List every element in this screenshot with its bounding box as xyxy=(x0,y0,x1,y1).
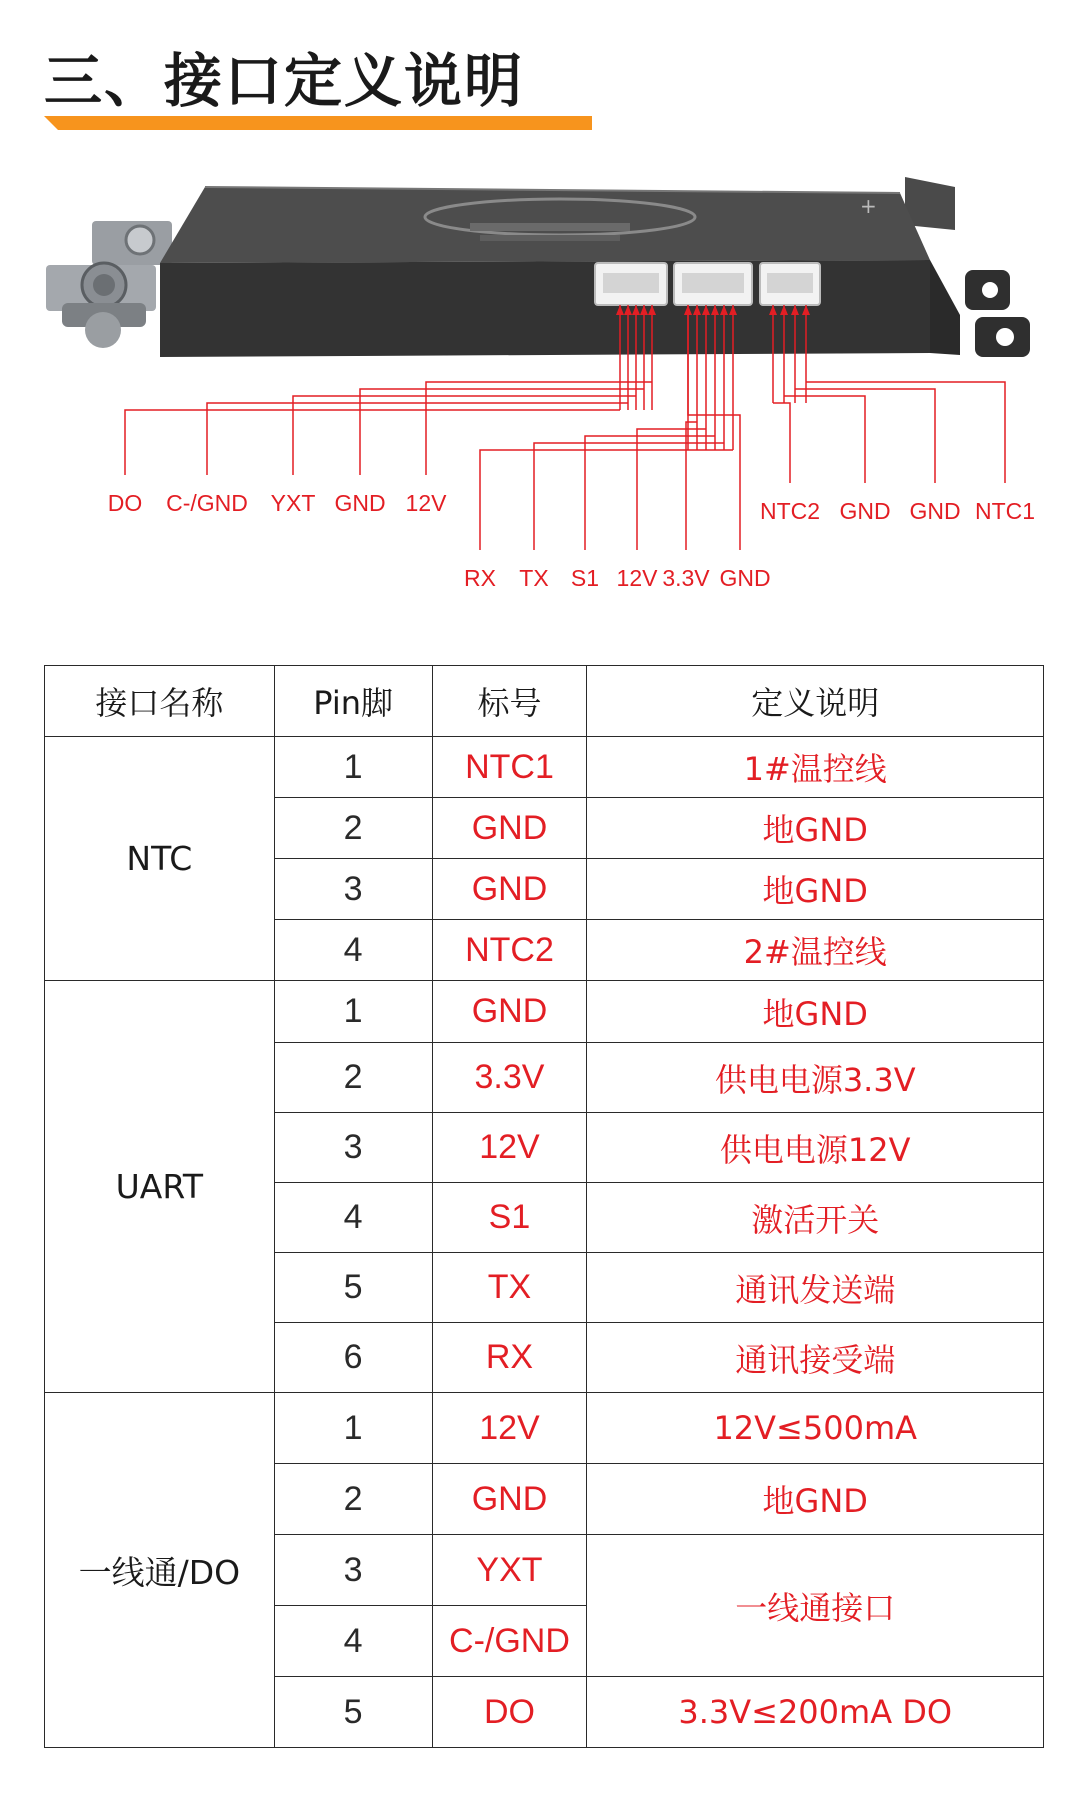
desc-cell: 通讯发送端 xyxy=(587,1253,1044,1323)
signal-cell: GND xyxy=(432,798,587,859)
table-row xyxy=(45,737,1044,798)
signal-cell: C-/GND xyxy=(432,1606,587,1677)
signal-cell: DO xyxy=(432,1677,587,1748)
device-diagram xyxy=(0,165,1080,615)
table-header-row xyxy=(45,666,1044,737)
label-c-gnd: C-/GND xyxy=(166,490,248,516)
pin-cell: 2 xyxy=(274,1464,432,1535)
pin-cell: 1 xyxy=(274,737,432,798)
connector-do xyxy=(595,263,667,305)
desc-cell: 地GND xyxy=(587,1464,1044,1535)
desc-cell: 12V≤500mA xyxy=(587,1393,1044,1464)
signal-cell: S1 xyxy=(432,1183,587,1253)
group-ntc: NTC xyxy=(45,737,275,981)
desc-cell: 地GND xyxy=(587,981,1044,1043)
signal-cell: 12V xyxy=(432,1113,587,1183)
signal-cell: GND xyxy=(432,1464,587,1535)
signal-cell: YXT xyxy=(432,1535,587,1606)
desc-cell: 地GND xyxy=(587,859,1044,920)
pin-definition-table xyxy=(44,665,1044,1748)
label-12v-do: 12V xyxy=(405,490,447,516)
device-body xyxy=(160,187,960,357)
signal-cell: 12V xyxy=(432,1393,587,1464)
label-gnd-ntc-a: GND xyxy=(839,498,891,524)
label-tx: TX xyxy=(519,565,549,591)
label-rx: RX xyxy=(464,565,496,591)
pin-cell: 4 xyxy=(274,1183,432,1253)
desc-cell: 2#温控线 xyxy=(587,920,1044,981)
terminal-lugs xyxy=(46,221,172,348)
label-gnd-uart: GND xyxy=(719,565,771,591)
bms-device-illustration xyxy=(0,165,1080,615)
pin-cell: 2 xyxy=(274,798,432,859)
signal-cell: 3.3V xyxy=(432,1043,587,1113)
pin-cell: 6 xyxy=(274,1323,432,1393)
connector-uart xyxy=(674,263,752,305)
label-gnd-do: GND xyxy=(334,490,386,516)
page-title: 三、接口定义说明 xyxy=(44,47,525,115)
label-gnd-ntc-b: GND xyxy=(909,498,961,524)
header-interface-name: 接口名称 xyxy=(45,666,275,737)
table-row xyxy=(45,981,1044,1043)
header-signal: 标号 xyxy=(432,666,587,737)
connector-ntc xyxy=(760,263,820,305)
desc-cell-merged: 一线通接口 xyxy=(587,1535,1044,1677)
pin-cell: 1 xyxy=(274,981,432,1043)
label-3v3: 3.3V xyxy=(662,565,710,591)
desc-cell: 激活开关 xyxy=(587,1183,1044,1253)
pin-cell: 4 xyxy=(274,1606,432,1677)
pin-cell: 1 xyxy=(274,1393,432,1464)
signal-cell: TX xyxy=(432,1253,587,1323)
signal-cell: GND xyxy=(432,981,587,1043)
label-s1: S1 xyxy=(570,565,600,591)
pin-cell: 5 xyxy=(274,1677,432,1748)
desc-cell: 供电电源12V xyxy=(587,1113,1044,1183)
label-ntc2: NTC2 xyxy=(759,498,821,524)
label-ntc1: NTC1 xyxy=(974,498,1036,524)
title-underline xyxy=(44,116,592,130)
desc-cell: 供电电源3.3V xyxy=(587,1043,1044,1113)
signal-cell: GND xyxy=(432,859,587,920)
pin-cell: 3 xyxy=(274,1113,432,1183)
label-yxt: YXT xyxy=(270,490,316,516)
header-description: 定义说明 xyxy=(587,666,1044,737)
group-uart: UART xyxy=(45,981,275,1393)
desc-cell: 地GND xyxy=(587,798,1044,859)
desc-cell: 通讯接受端 xyxy=(587,1323,1044,1393)
label-do: DO xyxy=(107,490,143,516)
group-one-wire-do: 一线通/DO xyxy=(45,1393,275,1748)
signal-cell: RX xyxy=(432,1323,587,1393)
desc-cell: 3.3V≤200mA DO xyxy=(587,1677,1044,1748)
pin-cell: 3 xyxy=(274,859,432,920)
pin-cell: 3 xyxy=(274,1535,432,1606)
desc-cell: 1#温控线 xyxy=(587,737,1044,798)
svg-text:+: + xyxy=(860,194,877,218)
signal-cell: NTC2 xyxy=(432,920,587,981)
signal-cell: NTC1 xyxy=(432,737,587,798)
pin-cell: 2 xyxy=(274,1043,432,1113)
label-12v-uart: 12V xyxy=(616,565,658,591)
pin-cell: 4 xyxy=(274,920,432,981)
table-row xyxy=(45,1393,1044,1464)
header-pin: Pin脚 xyxy=(274,666,432,737)
pin-cell: 5 xyxy=(274,1253,432,1323)
